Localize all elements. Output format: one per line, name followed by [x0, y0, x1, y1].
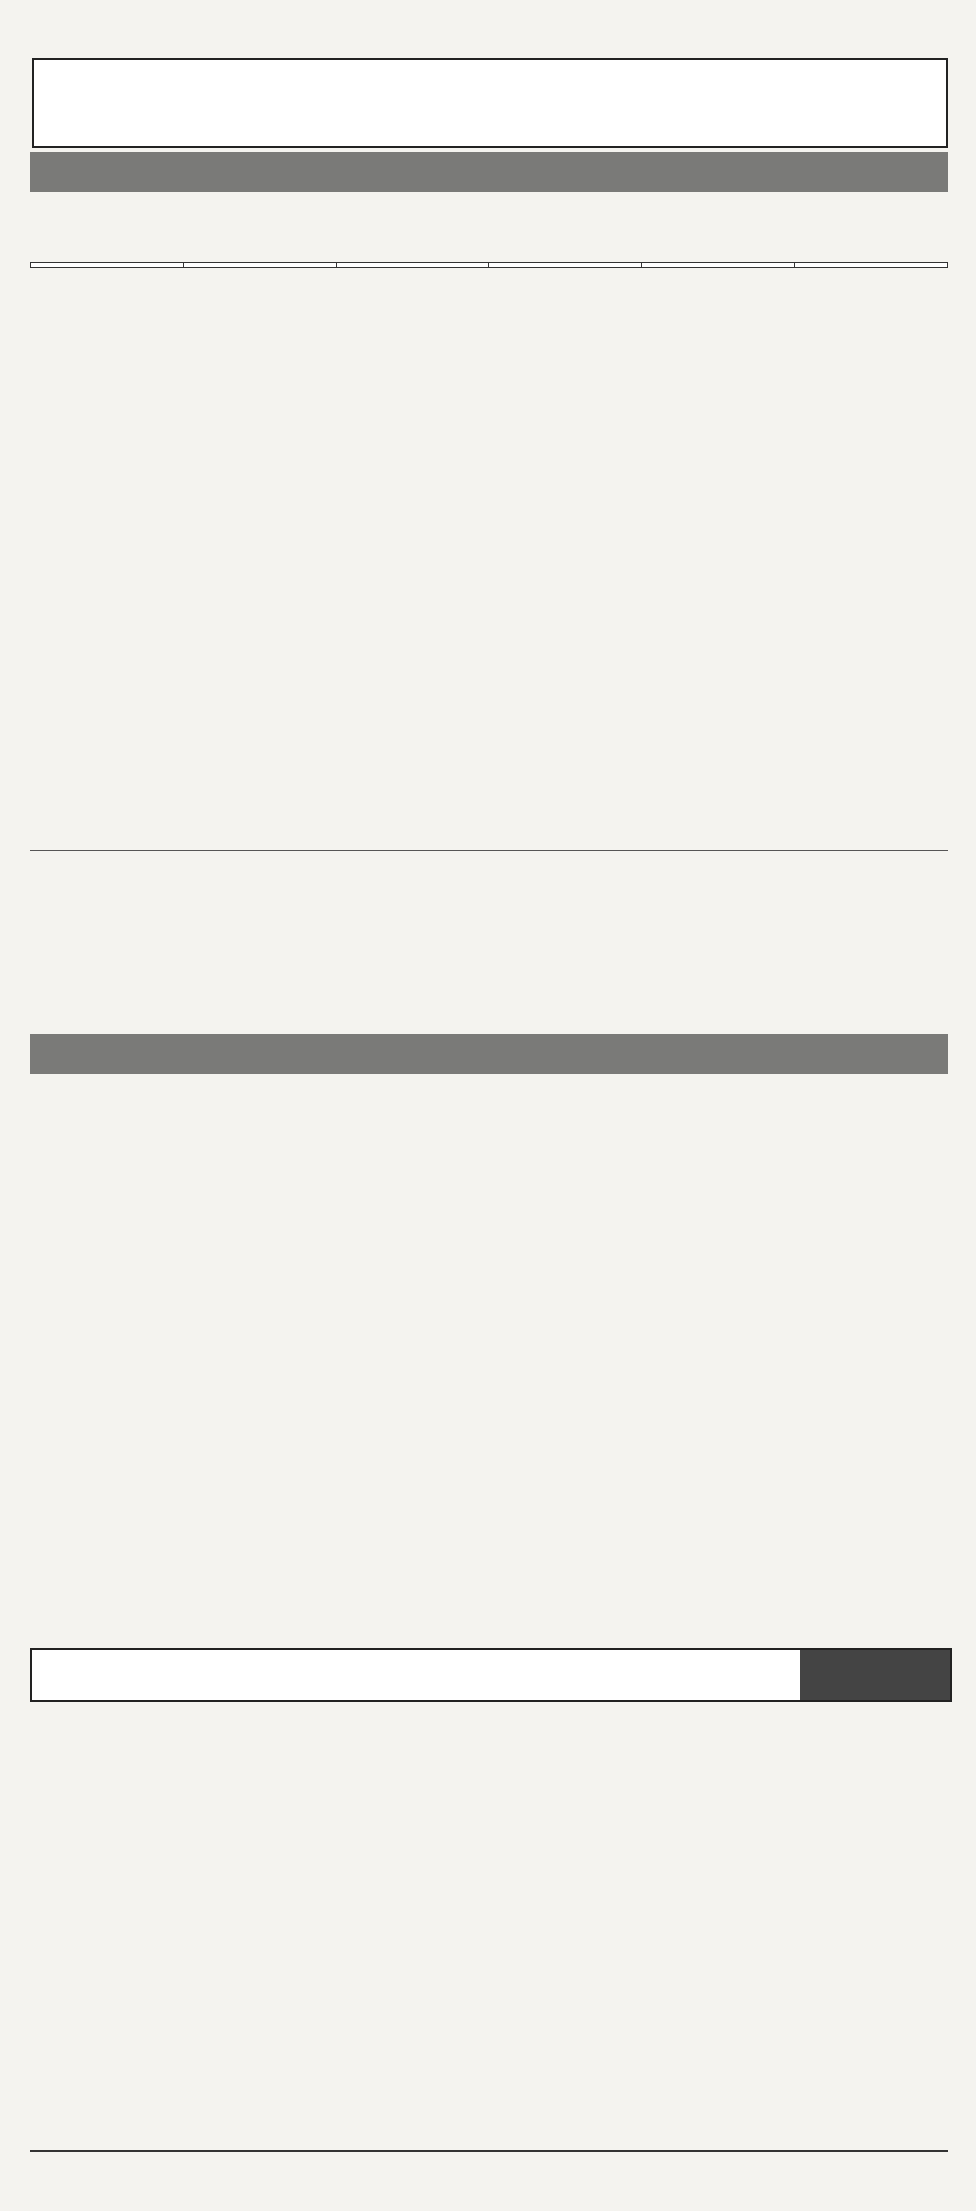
- header-b: [336, 263, 489, 268]
- header-q1: [795, 263, 948, 268]
- part2-banner: [30, 1648, 952, 1702]
- objective-band: [30, 152, 948, 192]
- subjective-band: [30, 1034, 948, 1074]
- mcq-header-row: [31, 263, 948, 268]
- header-d: [31, 263, 184, 268]
- part2-label: [800, 1650, 950, 1700]
- header-questions: [642, 263, 795, 268]
- separator: [30, 850, 948, 851]
- header-c: [183, 263, 336, 268]
- paper-title-box: [32, 58, 948, 148]
- header-a: [489, 263, 642, 268]
- footer-rule: [30, 2150, 948, 2152]
- mcq-table: [30, 262, 948, 268]
